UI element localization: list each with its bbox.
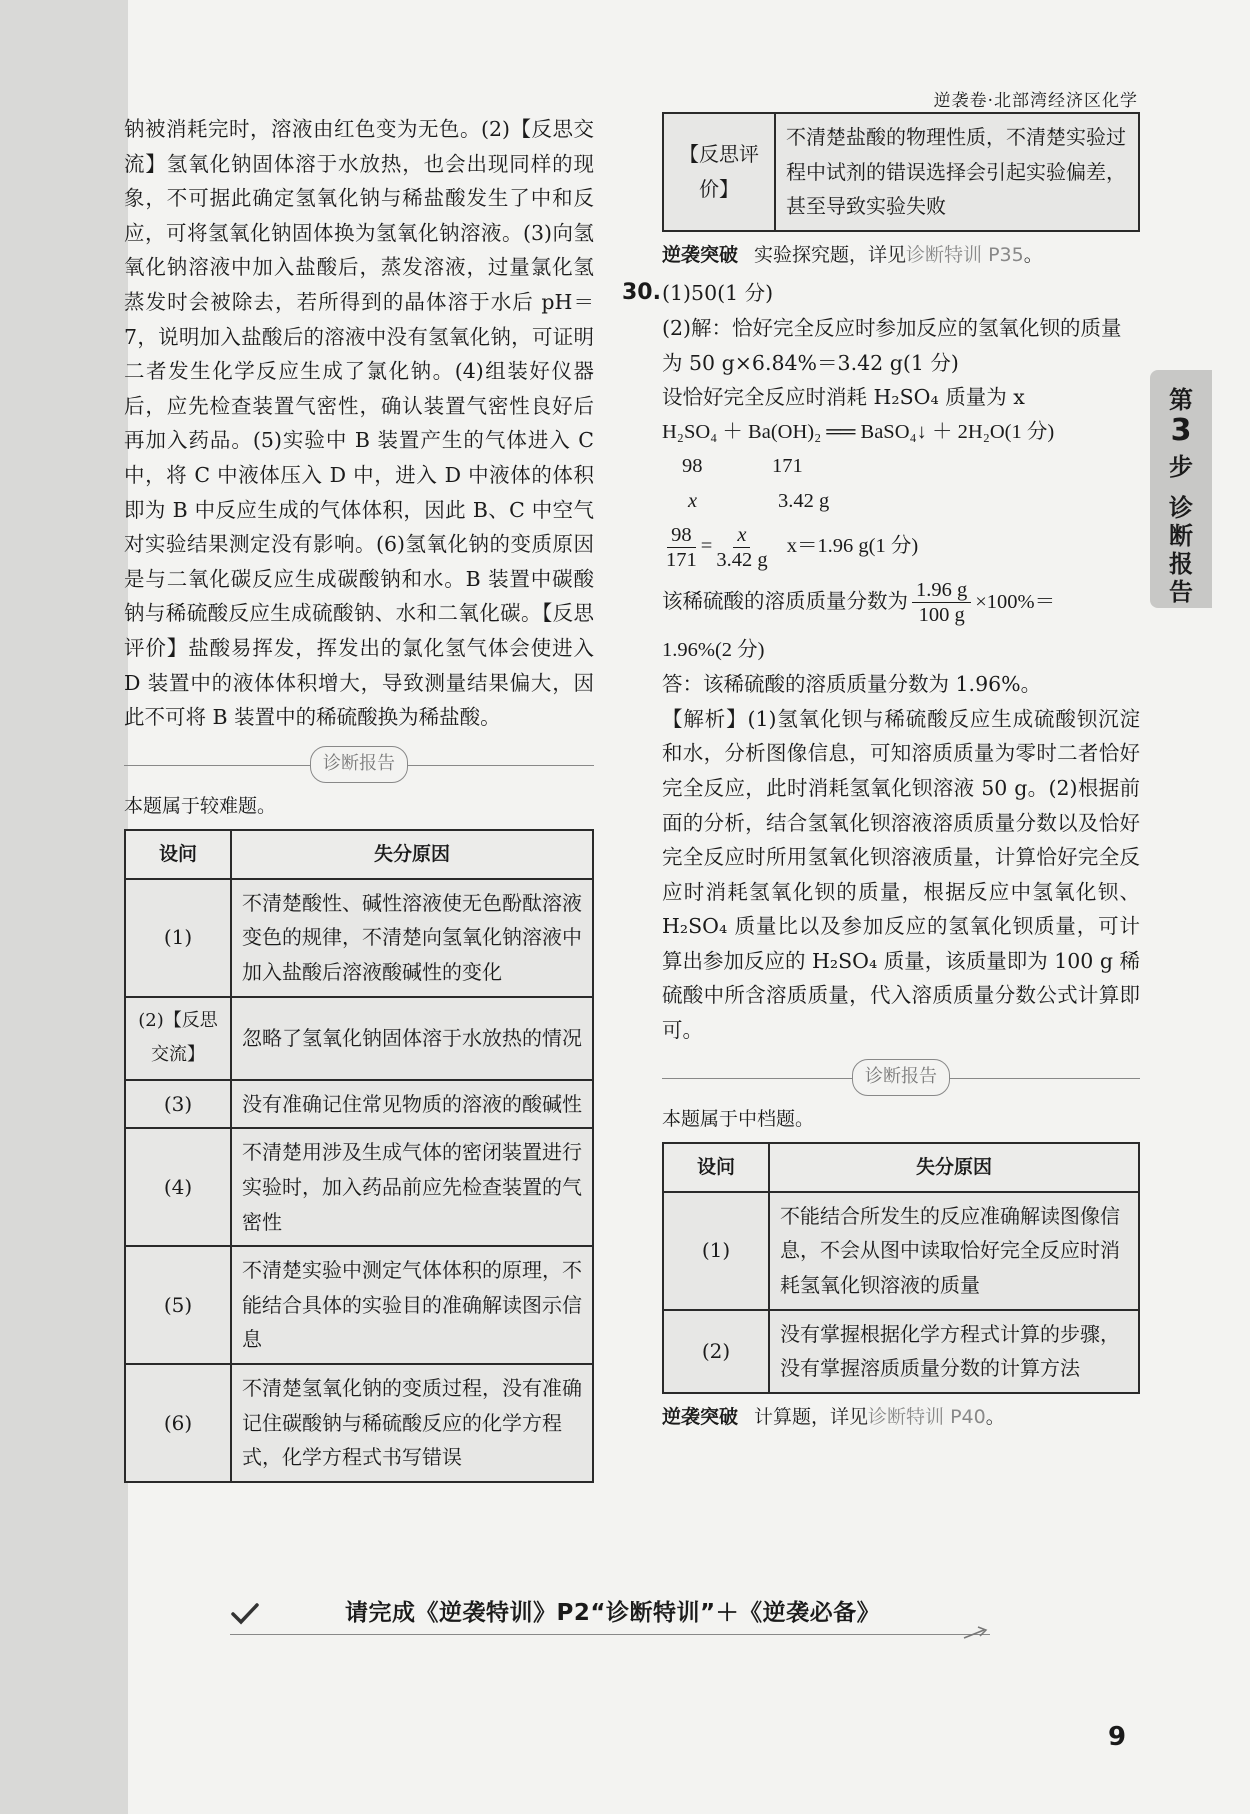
question-30: 30. (1)50(1 分) (2)解：恰好完全反应时参加反应的氢氧化钡的质量为 50 g×6.84%＝3.42 g(1 分) 设恰好完全反应时消耗 H₂SO₄ 质量为 x H₂SO₄ ＋ Ba(OH)₂ ══ BaSO₄↓ ＋ 2H₂O(1 分) 98 171 x 3.42 g $\frac{98}{171}$ = $\frac{x}{3.42 g}$ x＝1.96 g(1 分) 该稀硫酸的溶质质量分数为 $\frac{1.96 g}{100 g}$ ×100%＝ 1.96%(2 分) 答：该稀硫酸的溶质质量分数为 1.96%。 【解析】(1)氢氧化钡与稀硫酸反应生成硫酸钡沉淀和水，分析图像信息，可知溶质质量为零时二者恰好完全反应，此时消耗氢氧化钡溶液 50 g。(2)根据前面的分析，结合氢氧化钡溶液溶质质量分数以及恰好完全反应时所用氢氧化钡溶液质量，计算恰好完全反应时消耗氢氧化钡的质量，根据反应中氢氧化钡、H₂SO₄ 质量比以及参加反应的氢氧化钡质量，可计算出参加反应的 H₂SO₄ 质量，该质量即为 100 g 稀硫酸中所含溶质质量，代入溶质质量分数公式计算即可。: [662, 276, 1140, 1047]
table-row: (4) 不清楚用涉及生成气体的密闭装置进行实验时，加入药品前应先检查装置的气密性: [125, 1128, 593, 1246]
arrow-icon: [962, 1624, 990, 1644]
step-side-tab: [1150, 370, 1212, 608]
difficulty-level: 本题属于中档题。: [662, 1107, 815, 1130]
table-row: (6) 不清楚氢氧化钠的变质过程，没有准确记住碳酸钠与稀硫酸反应的化学方程式，化学方程式书写错误: [125, 1364, 593, 1482]
table-header-row: 设问 失分原因: [663, 1143, 1139, 1192]
step-number: 3: [1170, 413, 1192, 448]
breakthrough-note-1: 逆袭突破 实验探究题，详见诊断特训 P35。: [662, 243, 1043, 266]
right-column: [622, 112, 1140, 1440]
table-row: (3) 没有准确记住常见物质的溶液的酸碱性: [125, 1080, 593, 1129]
molar-mass-row: 98 171: [682, 455, 803, 478]
table-row: (1) 不能结合所发生的反应准确解读图像信息，不会从图中读取恰好完全反应时消耗氢氧化钡溶液的质量: [663, 1192, 1139, 1310]
running-header: 逆袭卷·北部湾经济区化学: [933, 91, 1138, 111]
step-suffix: 步: [1169, 453, 1193, 481]
step-label: 第: [1169, 386, 1193, 414]
explanation-paragraph: 钠被消耗完时，溶液由红色变为无色。(2)【反思交流】氢氧化钠固体溶于水放热，也会出现同样的现象，不可据此确定氢氧化钠与稀盐酸发生了中和反应，可将氢氧化钠固体换为氢氧化钠溶液。(3)向氢氧化钠溶液中加入盐酸后，蒸发溶液，过量氯化氢蒸发时会被除去，若所得到的晶体溶于水后 pH＝7，说明加入盐酸后的溶液中没有氢氧化钠，可证明二者发生化学反应生成了氯化钠。(4)组装好仪器后，应先检查装置气密性，确认装置气密性良好后再加入药品。(5)实验中 B 装置产生的气体进入 C 中，将 C 中液体压入 D 中，进入 D 中液体的体积即为 B 中反应生成的气体体积，因此 B、C 中空气对实验结果测定没有影响。(6)氢氧化钠的变质原因是与二氧化碳反应生成碳酸钠和水。B 装置中碳酸钠与稀硫酸反应生成硫酸钠、水和二氧化碳。【反思评价】盐酸易挥发，挥发出的氯化氢气体会使进入 D 装置中的液体体积增大，导致测量结果偏大，因此不可将 B 装置中的稀硫酸换为稀盐酸。: [124, 117, 594, 730]
table-row: (1) 不清楚酸性、碱性溶液使无色酚酞溶液变色的规律，不清楚向氢氧化钠溶液中加入盐酸后溶液酸碱性的变化: [125, 879, 593, 997]
mass-row: x 3.42 g: [688, 489, 830, 512]
check-icon: [230, 1602, 260, 1626]
page-number: 9: [1108, 1722, 1127, 1752]
footer-instruction: 请完成《逆袭特训》P2“诊断特训”＋《逆袭必备》: [230, 1590, 990, 1640]
difficulty-level: 本题属于较难题。: [124, 794, 277, 817]
diagnosis-stamp: 诊断报告: [662, 1062, 1140, 1094]
diagnosis-table: [662, 1142, 1140, 1394]
left-column: [124, 112, 594, 1483]
proportion: $\frac{98}{171}$ = $\frac{x}{3.42 g}$ x＝1.96 g(1 分): [666, 523, 919, 571]
mass-fraction-line: 该稀硫酸的溶质质量分数为 $\frac{1.96 g}{100 g}$ ×100%＝: [662, 578, 1056, 626]
footer-divider: [230, 1634, 990, 1635]
table-row: (5) 不清楚实验中测定气体体积的原理，不能结合具体的实验目的准确解读图示信息: [125, 1246, 593, 1364]
diagnosis-table: [124, 829, 594, 1483]
chemical-equation: H₂SO₄ ＋ Ba(OH)₂ ══ BaSO₄↓ ＋ 2H₂O(1 分): [662, 420, 1055, 443]
table-row: (2)【反思交流】 忽略了氢氧化钠固体溶于水放热的情况: [125, 997, 593, 1080]
table-row: (2) 没有掌握根据化学方程式计算的步骤，没有掌握溶质质量分数的计算方法: [663, 1310, 1139, 1393]
diagnosis-stamp: 诊断报告: [124, 749, 594, 781]
table-row: 【反思评价】 不清楚盐酸的物理性质，不清楚实验过程中试剂的错误选择会引起实验偏差，甚至导致实验失败: [663, 113, 1139, 231]
step-title: 诊 断 报 告: [1169, 494, 1193, 606]
table-header-row: 设问 失分原因: [125, 830, 593, 879]
answer: 答：该稀硫酸的溶质质量分数为 1.96%。: [662, 672, 1042, 697]
reflection-table: [662, 112, 1140, 232]
analysis-paragraph: 【解析】(1)氢氧化钡与稀硫酸反应生成硫酸钡沉淀和水，分析图像信息，可知溶质质量为零时二者恰好完全反应，此时消耗氢氧化钡溶液 50 g。(2)根据前面的分析，结合氢氧化钡溶液溶质质量分数以及恰好完全反应时所用氢氧化钡溶液质量，计算恰好完全反应时消耗氢氧化钡的质量，根据反应中氢氧化钡、H₂SO₄ 质量比以及参加反应的氢氧化钡质量，可计算出参加反应的 H₂SO₄ 质量，该质量即为 100 g 稀硫酸中所含溶质质量，代入溶质质量分数公式计算即可。: [662, 706, 1140, 1043]
question-number: 30.: [622, 280, 661, 306]
breakthrough-note-2: 逆袭突破 计算题，详见诊断特训 P40。: [662, 1405, 1005, 1428]
